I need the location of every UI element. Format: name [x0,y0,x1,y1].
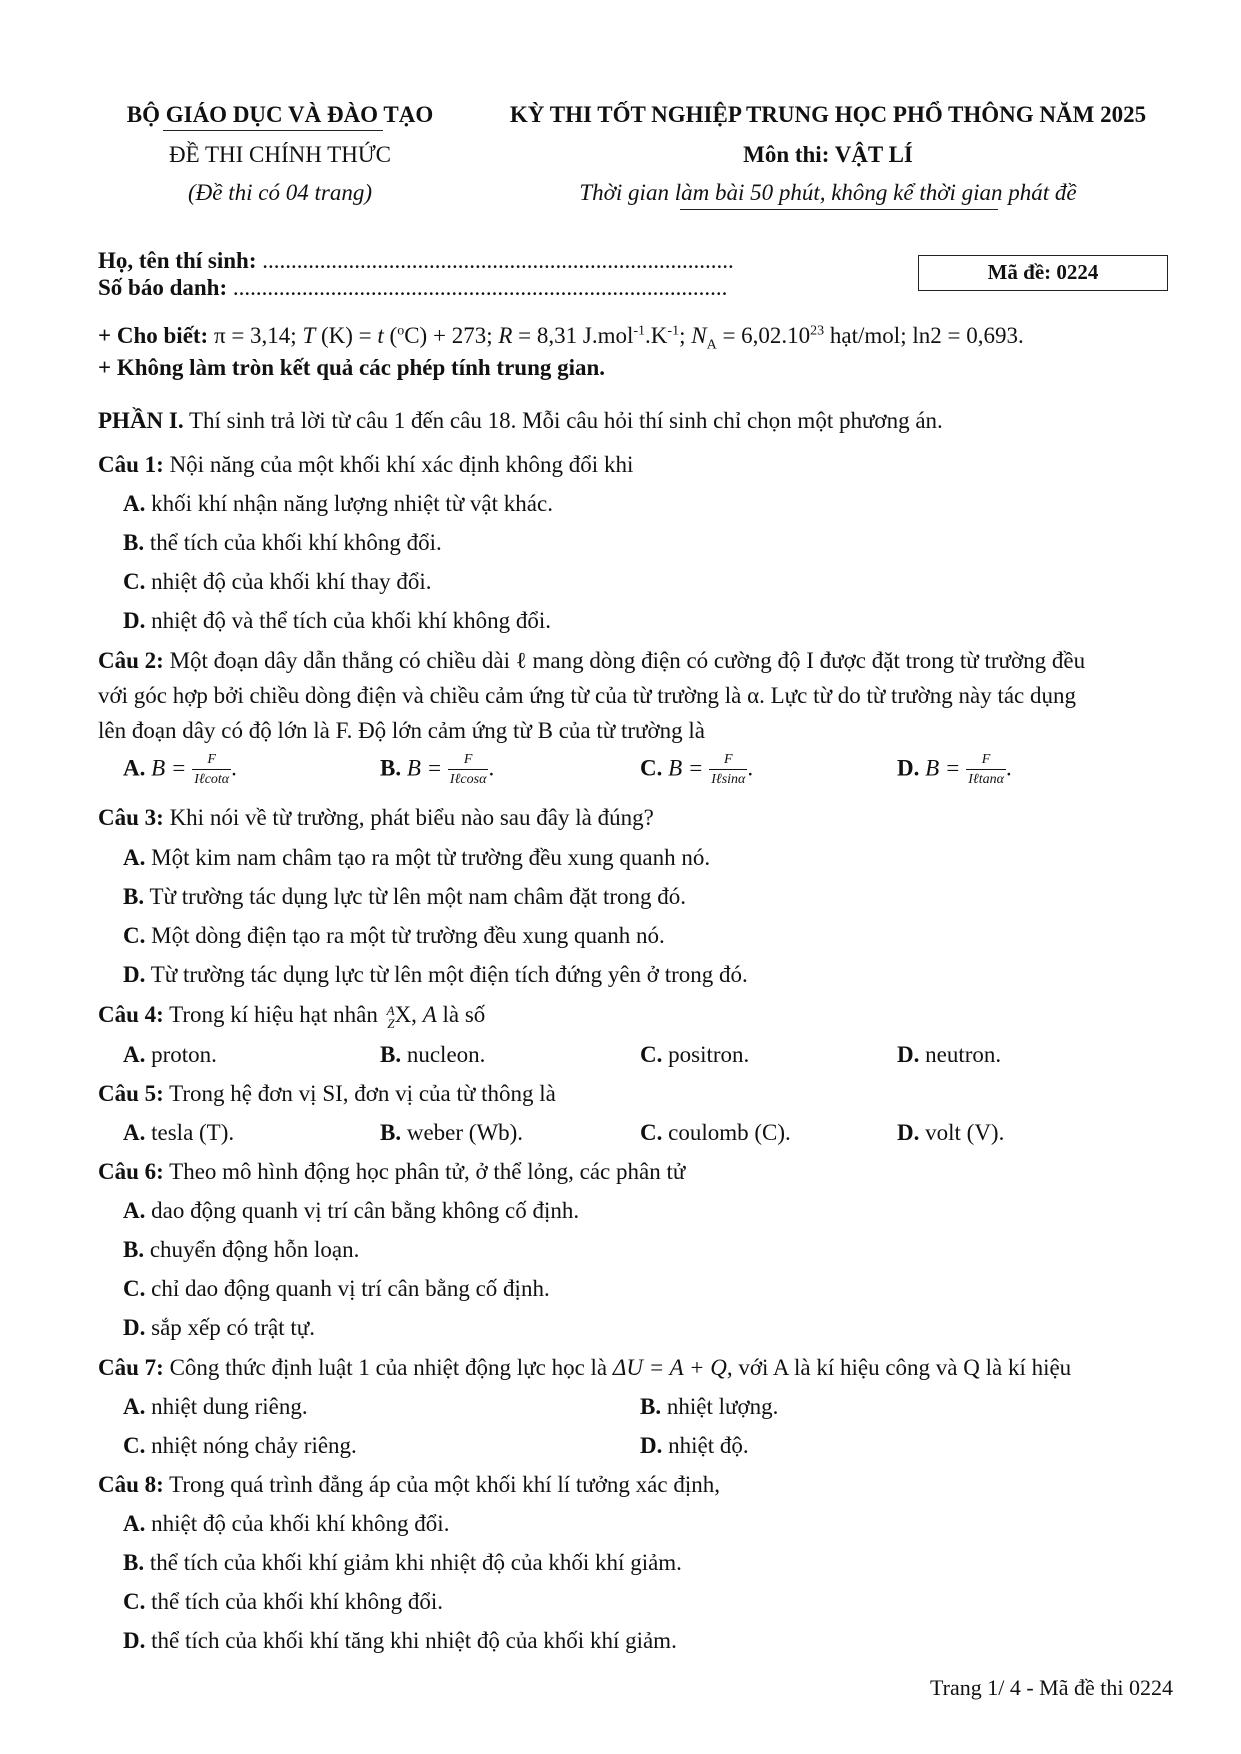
question-var: A [422,1002,437,1027]
option-text: nhiệt độ của khối khí thay đổi. [151,569,432,594]
q7-option-b[interactable] [640,1394,778,1420]
option-label: B. [123,1237,145,1262]
q8-option-a[interactable] [123,1511,449,1537]
time-underline [680,209,998,210]
q4-option-b[interactable] [380,1042,485,1068]
question-2-line-2: với góc hợp bởi chiều dòng điện và chiều cảm ứng từ của từ trường là α. Lực từ do từ trường này tác dụng [98,683,1077,708]
option-label: B. [123,884,145,909]
q6-option-b[interactable] [123,1237,359,1263]
option-text: nhiệt dung riêng. [151,1394,308,1419]
option-label: A. [123,1198,146,1223]
option-label: D. [897,1042,920,1067]
denominator: Iℓtanα [966,769,1006,787]
q6-option-d[interactable] [123,1315,315,1341]
q8-option-c[interactable] [123,1589,443,1615]
formula-lhs: B = [406,755,443,781]
candidate-id-label [98,275,727,301]
fraction [966,753,1006,787]
q8-option-d[interactable] [123,1628,677,1654]
nuclide-numbers [387,1004,395,1030]
question-7 [98,1355,1071,1381]
question-text: Theo mô hình động học phân tử, ở thể lỏng, các phân tử [169,1159,686,1184]
option-text: nhiệt nóng chảy riêng. [151,1433,357,1458]
q4-option-d[interactable] [897,1042,1001,1068]
q2-option-d[interactable] [897,753,1012,787]
q5-option-d[interactable] [897,1120,1004,1146]
option-text: thể tích của khối khí không đổi. [151,1589,444,1614]
part1-instructions [98,408,943,434]
question-label: Câu 4: [98,1002,164,1027]
option-text: nhiệt lượng. [666,1394,779,1419]
q2-option-b[interactable] [380,753,494,787]
option-label: B. [380,755,402,781]
q1-option-a[interactable] [123,491,553,517]
question-text-after: là số [442,1002,486,1027]
id-label-text: Số báo danh: [98,275,228,300]
option-label: B. [380,1120,402,1145]
exam-title: KỲ THI TỐT NGHIỆP TRUNG HỌC PHỔ THÔNG NĂM 2025 [509,102,1147,127]
option-text: thể tích của khối khí tăng khi nhiệt độ của khối khí giảm. [151,1628,677,1653]
q6-option-a[interactable] [123,1198,579,1224]
q7-option-d[interactable] [640,1433,749,1459]
q3-option-b[interactable] [123,884,686,910]
question-6 [98,1159,685,1185]
formula-lhs: B = [668,755,704,781]
question-text-line-1: Một đoạn dây dẫn thẳng có chiều dài ℓ mang dòng điện có cường độ I được đặt trong từ trường đều [169,648,1086,673]
option-label: B. [380,1042,402,1067]
exam-code-box: Mã đề: 0224 [918,255,1168,291]
formula-lhs: B = [151,755,187,781]
option-text: chỉ dao động quanh vị trí cân bằng cố định. [151,1276,550,1301]
question-label: Câu 8: [98,1472,164,1497]
option-label: D. [897,755,920,781]
option-text: Từ trường tác dụng lực từ lên một nam châm đặt trong đó. [149,884,687,909]
ministry-underline [163,130,383,131]
option-label: A. [123,491,146,516]
part1-text: Thí sinh trả lời từ câu 1 đến câu 18. Mỗi câu hỏi thí sinh chỉ chọn một phương án. [188,408,943,433]
option-label: D. [897,1120,920,1145]
question-label: Câu 2: [98,648,164,673]
question-text: Trong hệ đơn vị SI, đơn vị của từ thông là [169,1081,556,1106]
question-1 [98,452,633,478]
option-label: C. [123,1433,146,1458]
question-text-after: , với A là kí hiệu công và Q là kí hiệu [726,1355,1072,1380]
part1-label: PHẦN I. [98,408,184,433]
denominator: Iℓcotα [192,769,231,787]
numerator: F [207,752,216,767]
option-label: A. [123,1394,146,1419]
option-text: coulomb (C). [668,1120,791,1145]
option-text: chuyển động hỗn loạn. [149,1237,360,1262]
subject-label: Môn thi: VẬT LÍ [743,142,913,167]
q5-option-a[interactable] [123,1120,234,1146]
option-label: C. [123,1276,146,1301]
pages-note: (Đề thi có 04 trang) [188,180,372,205]
question-label: Câu 7: [98,1355,164,1380]
option-text: neutron. [925,1042,1002,1067]
option-label: C. [640,1042,663,1067]
option-label: C. [123,1589,146,1614]
fraction [709,753,747,787]
option-text: volt (V). [925,1120,1005,1145]
question-2-line-3: lên đoạn dây có độ lớn là F. Độ lớn cảm ứng từ B của từ trường là [98,718,706,743]
fraction [192,753,231,787]
q7-option-c[interactable] [123,1433,357,1459]
formula-tail: . [747,755,754,781]
q7-option-a[interactable] [123,1394,308,1420]
option-text: weber (Wb). [406,1120,524,1145]
question-label: Câu 6: [98,1159,164,1184]
givens-constants: π = 3,14; T (K) = t ($^o$C) + 273; R = 8,31 $J.mol^{-1}.K^{-1}$; $N_A = 6,02.10^{23}$ hạt/mol; ln2 = 0,693. [213,323,1024,353]
q3-option-d[interactable] [123,962,748,988]
question-text-before: Công thức định luật 1 của nhiệt động lực học là [169,1355,608,1380]
option-text: nhiệt độ của khối khí không đổi. [151,1511,450,1536]
option-text: thể tích của khối khí giảm khi nhiệt độ của khối khí giảm. [149,1550,682,1575]
option-label: D. [123,1628,146,1653]
option-text: Một dòng điện tạo ra một từ trường đều xung quanh nó. [151,923,665,948]
question-label: Câu 1: [98,452,164,477]
givens-label: + Cho biết: [98,323,209,348]
option-text: thể tích của khối khí không đổi. [149,530,442,555]
option-label: A. [123,1042,146,1067]
option-label: A. [123,1511,146,1536]
q4-option-a[interactable] [123,1042,217,1068]
option-label: D. [640,1433,663,1458]
formula-tail: . [231,755,237,781]
denominator: Iℓcosα [448,769,489,787]
option-text: nhiệt độ và thể tích của khối khí không đổi. [151,608,551,633]
q1-option-c[interactable] [123,569,432,595]
q4-option-c[interactable] [640,1042,749,1068]
time-note: Thời gian làm bài 50 phút, không kể thời gian phát đề [579,180,1077,205]
formula-tail: . [488,755,495,781]
ministry-name: BỘ GIÁO DỤC VÀ ĐÀO TẠO [126,102,434,127]
q1-option-b[interactable] [123,530,442,556]
q3-option-c[interactable] [123,923,665,949]
formula-tail: . [1005,755,1012,781]
option-label: D. [123,608,146,633]
option-text: nhiệt độ. [668,1433,749,1458]
option-label: A. [123,1120,146,1145]
option-label: C. [123,569,146,594]
numerator: F [981,752,991,767]
question-text-before: Trong kí hiệu hạt nhân [169,1002,378,1027]
question-text: Nội năng của một khối khí xác định không đổi khi [169,452,634,477]
q1-option-d[interactable] [123,608,551,634]
option-label: B. [640,1394,662,1419]
q2-option-c[interactable] [640,753,753,787]
q6-option-c[interactable] [123,1276,550,1302]
question-label: Câu 5: [98,1081,164,1106]
formula: ΔU = A + Q [612,1355,727,1380]
formula-lhs: B = [925,755,961,781]
q2-option-a[interactable] [123,753,237,787]
option-label: C. [123,923,146,948]
option-label: B. [123,1550,145,1575]
givens-line-2: + Không làm tròn kết quả các phép tính trung gian. [98,355,606,380]
option-label: D. [123,1315,146,1340]
option-label: B. [123,530,145,555]
candidate-name-label [98,248,734,274]
option-text: dao động quanh vị trí cân bằng không cố định. [151,1198,580,1223]
fraction [448,753,489,787]
numerator: F [463,752,473,767]
option-text: sắp xếp có trật tự. [151,1315,315,1340]
name-label-text: Họ, tên thí sinh: [98,248,257,273]
q5-option-c[interactable] [640,1120,791,1146]
question-2 [98,648,1085,674]
q5-option-b[interactable] [380,1120,523,1146]
question-text: Khi nói về từ trường, phát biểu nào sau đây là đúng? [169,805,654,830]
option-label: C. [640,755,663,781]
option-label: C. [640,1120,663,1145]
option-text: Một kim nam châm tạo ra một từ trường đều xung quanh nó. [151,845,711,870]
q8-option-b[interactable] [123,1550,682,1576]
numerator: F [724,752,733,767]
question-label: Câu 3: [98,805,164,830]
option-text: nucleon. [406,1042,486,1067]
givens-line-1 [98,323,1024,354]
question-8 [98,1472,720,1498]
question-4 [98,1002,485,1030]
question-5 [98,1081,556,1107]
official-label: ĐỀ THI CHÍNH THỨC [168,142,392,167]
q3-option-a[interactable] [123,845,710,871]
option-text: Từ trường tác dụng lực từ lên một điện tích đứng yên ở trong đó. [150,962,748,987]
name-dots: .................................................................................. [262,248,734,273]
option-label: D. [123,962,146,987]
option-text: khối khí nhận năng lượng nhiệt từ vật khác. [151,491,553,516]
option-text: positron. [668,1042,750,1067]
option-text: proton. [151,1042,217,1067]
page-footer: Trang 1/ 4 - Mã đề thi 0224 [929,1675,1173,1700]
mass-number: A [386,1003,395,1018]
question-text: Trong quá trình đẳng áp của một khối khí lí tưởng xác định, [169,1472,720,1497]
option-label: A. [123,755,146,781]
nuclide-symbol: X, [394,1002,417,1027]
denominator: Iℓsinα [709,769,747,787]
option-text: tesla (T). [151,1120,235,1145]
question-3 [98,805,654,831]
option-label: A. [123,845,146,870]
atomic-number: Z [387,1016,395,1031]
id-dots: ...................................................................................... [232,275,728,300]
